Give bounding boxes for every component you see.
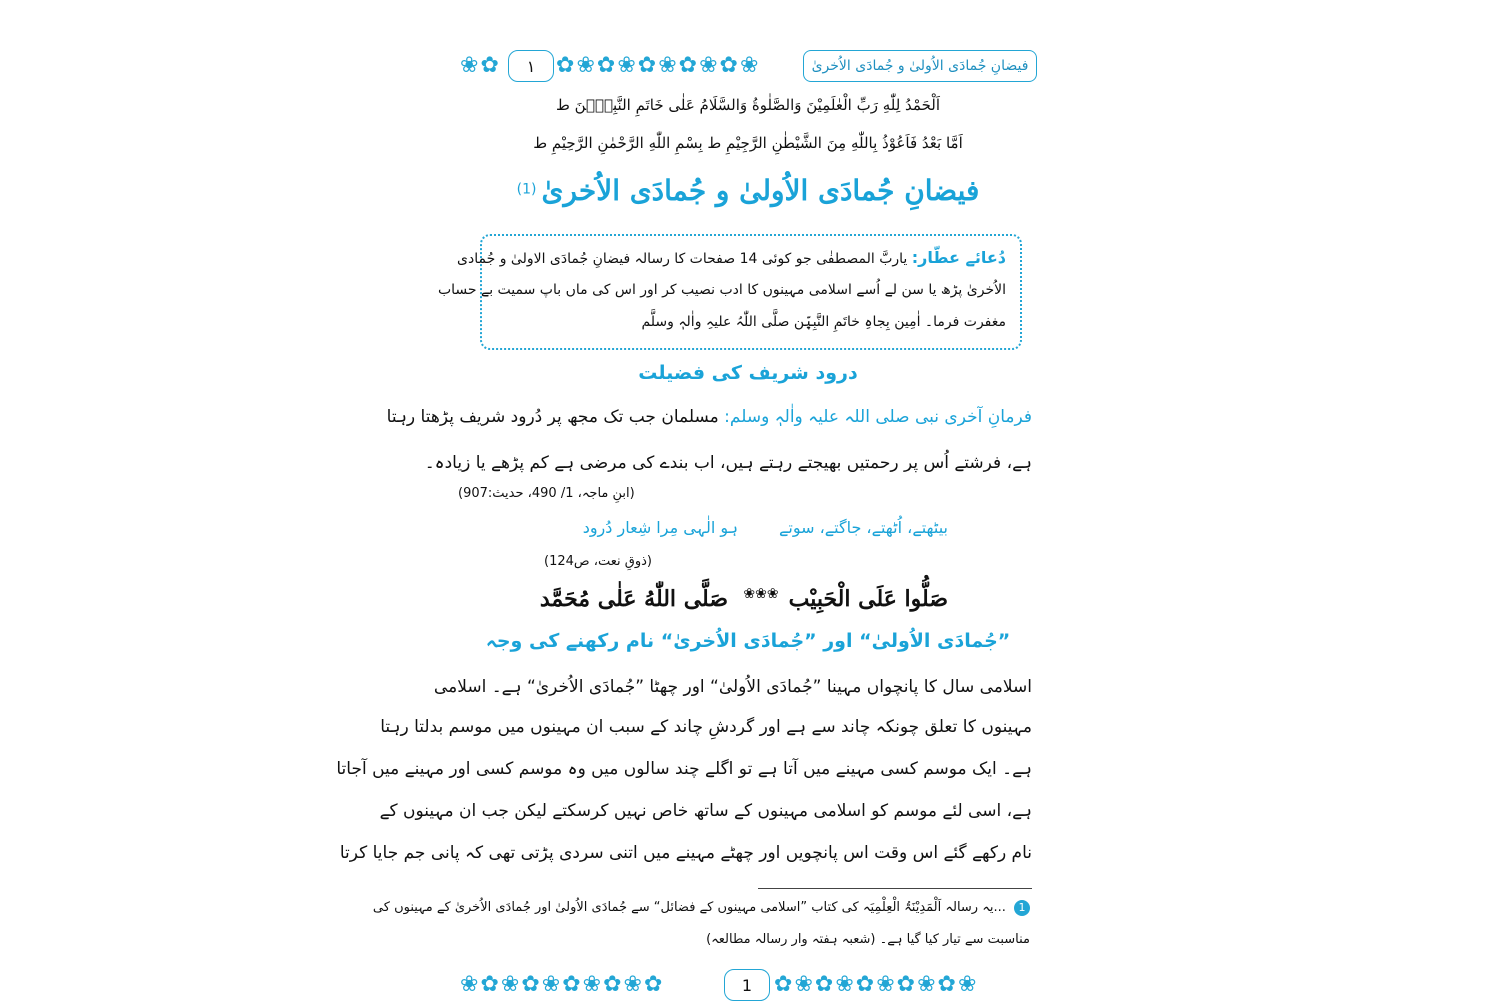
flower-icon: ✿ bbox=[603, 972, 622, 997]
flower-icon: ❀ bbox=[460, 972, 479, 997]
flower-icon: ✿ bbox=[719, 53, 738, 78]
salat-right: صَلُّوا عَلَی الْحَبِیْب bbox=[788, 586, 948, 612]
flower-icon: ✿ bbox=[480, 53, 499, 78]
flower-icon: ❀ bbox=[576, 53, 595, 78]
naming-line-5: نام رکھے گئے اس وقت اس پانچویں اور چھٹے مہینے میں اتنی سردی پڑتی تھی کہ پانی جم جایا کرتا bbox=[339, 843, 1032, 863]
header-page-number: ١ bbox=[508, 50, 554, 82]
hadith-reference: (ابنِ ماجہ، 1/ 490، حدیث:907) bbox=[458, 486, 635, 501]
naming-line-1: اسلامی سال کا پانچواں مہینا ”جُمادَی الاُولیٰ“ اور چھٹا ”جُمادَی الاُخریٰ“ ہے۔ اسلامی bbox=[433, 677, 1032, 697]
durood-line-1-text: مسلمان جب تک مجھ پر دُرود شریف پڑھتا رہتا bbox=[386, 407, 719, 427]
flower-icon: ✿ bbox=[562, 972, 581, 997]
flower-icon: ✿ bbox=[637, 53, 657, 78]
dua-line-3: مغفرت فرما۔ اٰمِین بِجاہِ خاتَمِ النَّبِیّٖن صلَّی اللّٰہُ علیہِ واٰلہٖ وسلَّم bbox=[641, 314, 1006, 330]
dua-label: دُعائے عطّار: bbox=[911, 248, 1006, 267]
naming-line-3: ہے۔ ایک موسم کسی مہینے میں آتا ہے تو اگلے چند سالوں میں وہ موسم کسی اور مہینے میں آجاتا bbox=[336, 759, 1032, 779]
flower-icon: ❀ bbox=[541, 972, 561, 997]
durood-line-2: ہے، فرشتے اُس پر رحمتیں بھیجتے رہتے ہیں، اب بندے کی مرضی ہے کم پڑھے یا زیادہ۔ bbox=[424, 453, 1032, 473]
header-title: فیضانِ جُمادَی الاُولیٰ و جُمادَی الاُخریٰ bbox=[803, 50, 1037, 82]
dua-line-2: الاُخریٰ پڑھ یا سن لے اُسے اسلامی مہینوں کا ادب نصیب کر اور اس کی ماں باپ سمیت بے حساب bbox=[437, 282, 1006, 298]
naming-line-4: ہے، اسی لئے موسم کو اسلامی مہینوں کے ساتھ خاص نہیں کرسکتے لیکن جب ان مہینوں کے bbox=[379, 801, 1032, 821]
flower-icon: ✿ bbox=[643, 972, 663, 997]
salat-separator-icon: ❀❀❀ bbox=[743, 586, 779, 602]
verse-left: ہو الٰہی مِرا شِعار دُرود bbox=[582, 518, 738, 537]
opening-line-1: اَلْحَمْدُ لِلّٰهِ رَبِّ الْعٰلَمِیْنَ وَالصَّلٰوةُ وَالسَّلَامُ عَلٰی خَاتَمِ النَّبِیّٖنَ ط bbox=[555, 96, 941, 114]
header-band bbox=[458, 46, 1038, 86]
flower-icon: ❀ bbox=[876, 972, 895, 997]
dua-box bbox=[437, 234, 1022, 350]
flower-icon: ✿ bbox=[556, 53, 575, 78]
flower-ornament-left bbox=[460, 51, 499, 81]
flower-icon: ❀ bbox=[699, 53, 718, 78]
flower-icon: ✿ bbox=[896, 972, 916, 997]
page-title-text: فیضانِ جُمادَی الاُولیٰ و جُمادَی الاُخریٰ bbox=[541, 174, 980, 207]
verse-reference: (ذوقِ نعت، ص124) bbox=[544, 554, 652, 569]
flower-icon: ❀ bbox=[582, 972, 602, 997]
footnote-line-1-text: ...یہ رسالہ اَلْمَدِیْنَۃُ الْعِلْمِیَہ کی کتاب ”اسلامی مہینوں کے فضائل“ سے جُمادَی الاُولیٰ اور جُمادَی الاُخریٰ کے مہینوں کی bbox=[372, 900, 1006, 915]
flower-icon: ❀ bbox=[957, 972, 977, 997]
durood-line-1 bbox=[386, 406, 1032, 427]
naming-heading: ”جُمادَی الاُولیٰ“ اور ”جُمادَی الاُخریٰ“ نام رکھنے کی وجہ bbox=[485, 630, 1011, 652]
footnote-marker: (1) bbox=[516, 181, 537, 198]
flower-icon: ❀ bbox=[500, 972, 520, 997]
flower-icon: ✿ bbox=[521, 972, 540, 997]
footnote-divider bbox=[758, 888, 1032, 889]
footer-band bbox=[458, 965, 1038, 1005]
flower-icon: ✿ bbox=[480, 972, 499, 997]
flower-icon: ✿ bbox=[814, 972, 834, 997]
naming-line-2: مہینوں کا تعلق چونکہ چاند سے ہے اور گردشِ چاند کے سبب ان مہینوں میں موسم بدلتا رہتا bbox=[380, 717, 1032, 737]
page-title bbox=[458, 174, 1038, 207]
flower-icon: ❀ bbox=[835, 972, 854, 997]
flower-ornament-bottom-left bbox=[460, 970, 662, 1000]
flower-icon: ✿ bbox=[596, 53, 616, 78]
flower-ornament-bottom-right bbox=[774, 970, 976, 1000]
durood-heading: درود شریف کی فضیلت bbox=[638, 362, 858, 384]
flower-ornament-middle bbox=[556, 51, 758, 81]
farman-label: فرمانِ آخری نبی صلی اللہ علیہ واٰلہٖ وسلم: bbox=[724, 407, 1032, 427]
flower-icon: ❀ bbox=[794, 972, 813, 997]
footnote-number: 1 bbox=[1014, 900, 1030, 916]
footnote-line-2: مناسبت سے تیار کیا گیا ہے۔ (شعبہ ہفتہ وار رسالہ مطالعہ) bbox=[706, 932, 1030, 947]
footer-page-number: 1 bbox=[724, 969, 770, 1001]
dua-line-1-text: یاربَّ المصطفٰی جو کوئی 14 صفحات کا رسالہ فیضانِ جُمادَی الاولیٰ و جُمادی bbox=[457, 251, 908, 267]
salat-left: صَلَّی اللّٰهُ عَلٰی مُحَمَّد bbox=[539, 586, 728, 612]
verse-right: بیٹھتے، اُٹھتے، جاگتے، سوتے bbox=[779, 518, 948, 537]
flower-icon: ❀ bbox=[617, 53, 636, 78]
flower-icon: ✿ bbox=[937, 972, 956, 997]
dua-line-1 bbox=[457, 248, 1006, 267]
flower-icon: ✿ bbox=[855, 972, 875, 997]
flower-icon: ❀ bbox=[623, 972, 642, 997]
flower-icon: ✿ bbox=[678, 53, 698, 78]
flower-icon: ❀ bbox=[917, 972, 936, 997]
flower-icon: ✿ bbox=[774, 972, 793, 997]
flower-icon: ❀ bbox=[460, 53, 479, 78]
flower-icon: ❀ bbox=[739, 53, 759, 78]
document-page bbox=[336, 40, 1038, 1000]
footnote-line-1 bbox=[372, 900, 1030, 916]
flower-icon: ❀ bbox=[658, 53, 677, 78]
opening-line-2: اَمَّا بَعْدُ فَاَعُوْذُ بِاللّٰهِ مِنَ الشَّیْطٰنِ الرَّجِیْمِ ط بِسْمِ اللّٰهِ الرَّحْمٰنِ الرَّحِیْمِ ط bbox=[533, 134, 963, 152]
